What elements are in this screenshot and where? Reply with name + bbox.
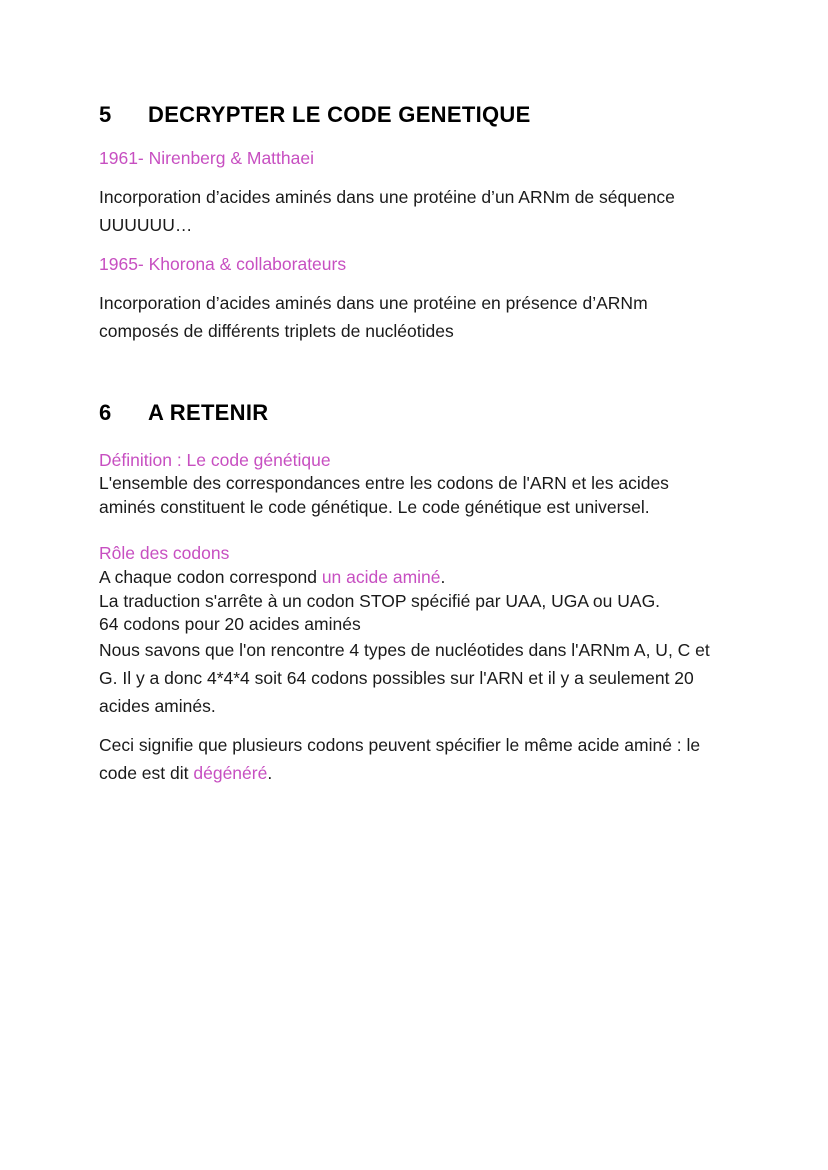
section-5-heading <box>99 102 531 128</box>
khorona-text: Incorporation d’acides aminés dans une protéine en présence d’ARNm composés de différents triplets de nucléotides <box>99 293 648 341</box>
role-line-1-suffix: . <box>440 567 446 587</box>
conclusion-prefix: Ceci signifie que plusieurs codons peuvent spécifier le même acide aminé : le code est dit <box>99 735 701 783</box>
khorona-heading: 1965- Khorona & collaborateurs <box>99 254 347 274</box>
amino-acid-highlight: un acide aminé <box>321 567 441 587</box>
role-line-1 <box>99 565 445 589</box>
role-line-1-prefix: A chaque codon correspond <box>99 567 322 587</box>
section-6-heading <box>99 400 268 426</box>
nirenberg-heading: 1961- Nirenberg & Matthaei <box>99 148 314 168</box>
nirenberg-text: Incorporation d’acides aminés dans une protéine d’un ARNm de séquence UUUUUU… <box>99 187 675 235</box>
nucleotides-paragraph: Nous savons que l'on rencontre 4 types de nucléotides dans l'ARNm A, U, C et G. Il y a donc 4*4*4 soit 64 codons possibles sur l'ARN et il y a seulement 20 acides aminés. <box>99 640 710 716</box>
section-6-title: A RETENIR <box>148 400 269 425</box>
role-line-3: 64 codons pour 20 acides aminés <box>99 614 361 634</box>
definition-heading: Définition : Le code génétique <box>99 450 331 470</box>
section-5-title: DECRYPTER LE CODE GENETIQUE <box>148 102 531 127</box>
definition-text: L'ensemble des correspondances entre les codons de l'ARN et les acides aminés constituent le code génétique. Le code génétique est universel. <box>99 473 669 517</box>
role-line-2: La traduction s'arrête à un codon STOP spécifié par UAA, UGA ou UAG. <box>99 591 661 611</box>
section-5-number: 5 <box>99 102 112 127</box>
conclusion-paragraph <box>99 731 729 787</box>
conclusion-suffix: . <box>267 763 273 783</box>
role-heading: Rôle des codons <box>99 543 230 563</box>
section-6-number: 6 <box>99 400 112 425</box>
degenerate-highlight: dégénéré <box>193 763 268 783</box>
